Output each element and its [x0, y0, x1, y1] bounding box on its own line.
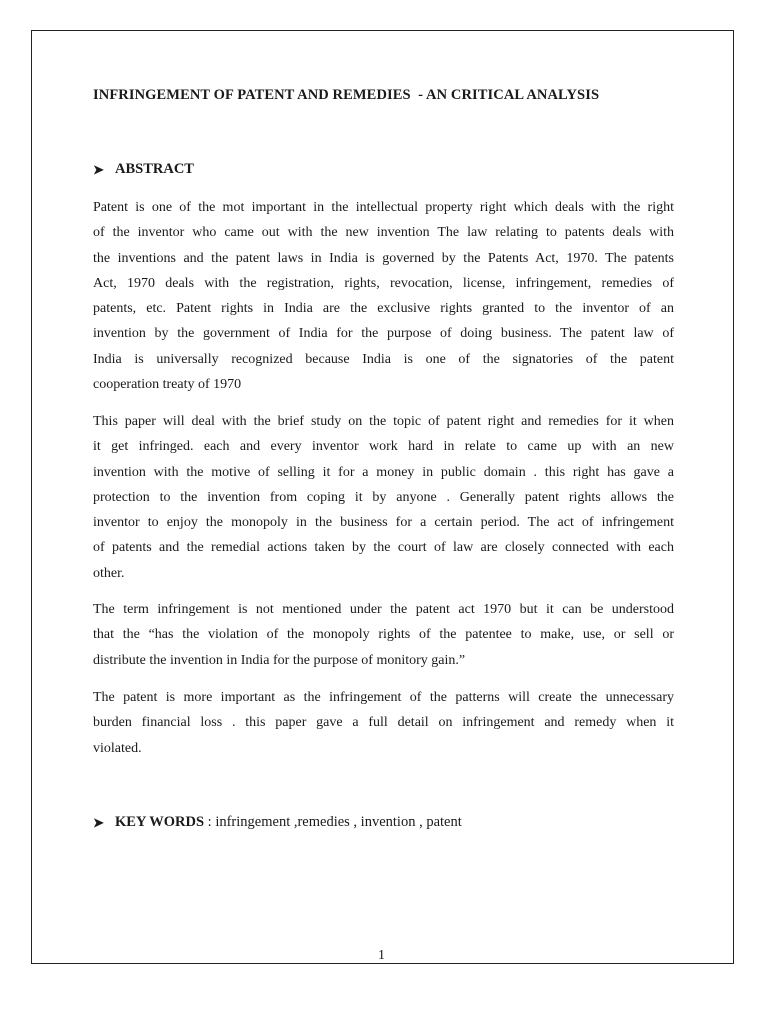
keywords-label: KEY WORDS	[115, 814, 205, 830]
abstract-heading	[93, 161, 194, 178]
paragraph-line: of patents and the remedial actions taken by the court of law are closely connected with each	[93, 540, 674, 556]
paragraph-4	[93, 685, 674, 761]
paragraph-line: patents, etc. Patent rights in India are the exclusive rights granted to the inventor of an	[93, 301, 674, 317]
paragraph-line: other.	[93, 565, 125, 581]
paragraph-3	[93, 597, 674, 673]
paragraph-line: cooperation treaty of 1970	[93, 377, 242, 393]
paragraph-line: invention with the motive of selling it for a money in public domain . this right has gave a	[93, 464, 674, 480]
paragraph-line: it get infringed. each and every inventor work hard in relate to came up with an new	[93, 439, 674, 455]
document-title: INFRINGEMENT OF PATENT AND REMEDIES - AN CRITICAL ANALYSIS	[93, 87, 600, 103]
paragraph-2	[93, 409, 674, 586]
paragraph-line: The patent is more important as the infringement of the patterns will create the unnecessary	[93, 690, 674, 705]
page-number: 1	[378, 948, 385, 963]
paragraph-line: protection to the invention from coping it by anyone . Generally patent rights allows the	[93, 489, 674, 505]
paragraph-line: This paper will deal with the brief study on the topic of patent right and remedies for it when	[93, 414, 674, 429]
paragraph-1	[93, 195, 674, 397]
keywords-heading	[93, 814, 462, 831]
arrow-bullet-icon: ➤	[93, 161, 104, 177]
paragraph-line: Act, 1970 deals with the registration, rights, revocation, license, infringement, remedies of	[93, 275, 674, 291]
paragraph-line: The term infringement is not mentioned under the patent act 1970 but it can be understood	[93, 602, 674, 617]
paragraph-line: distribute the invention in India for the purpose of monitory gain.”	[93, 652, 466, 668]
paragraph-line: that the “has the violation of the monopoly rights of the patentee to make, use, or sell or	[93, 627, 674, 643]
paragraph-line: India is universally recognized because India is one of the signatories of the patent	[93, 351, 674, 367]
keywords-text: : infringement ,remedies , invention , patent	[204, 814, 462, 830]
paragraph-line: Patent is one of the mot important in the intellectual property right which deals with the right	[93, 200, 674, 215]
paragraph-line: the inventions and the patent laws in India is governed by the Patents Act, 1970. The patents	[93, 250, 674, 266]
arrow-bullet-icon: ➤	[93, 814, 104, 830]
paragraph-line: of the inventor who came out with the new invention The law relating to patents deals with	[93, 225, 674, 241]
abstract-heading-label: ABSTRACT	[115, 161, 194, 177]
paragraph-line: burden financial loss . this paper gave a full detail on infringement and remedy when it	[93, 715, 674, 731]
paragraph-line: inventor to enjoy the monopoly in the business for a certain period. The act of infringement	[93, 515, 674, 531]
paragraph-line: invention by the government of India for the purpose of doing business. The patent law of	[93, 326, 674, 342]
paragraph-line: violated.	[93, 740, 142, 756]
